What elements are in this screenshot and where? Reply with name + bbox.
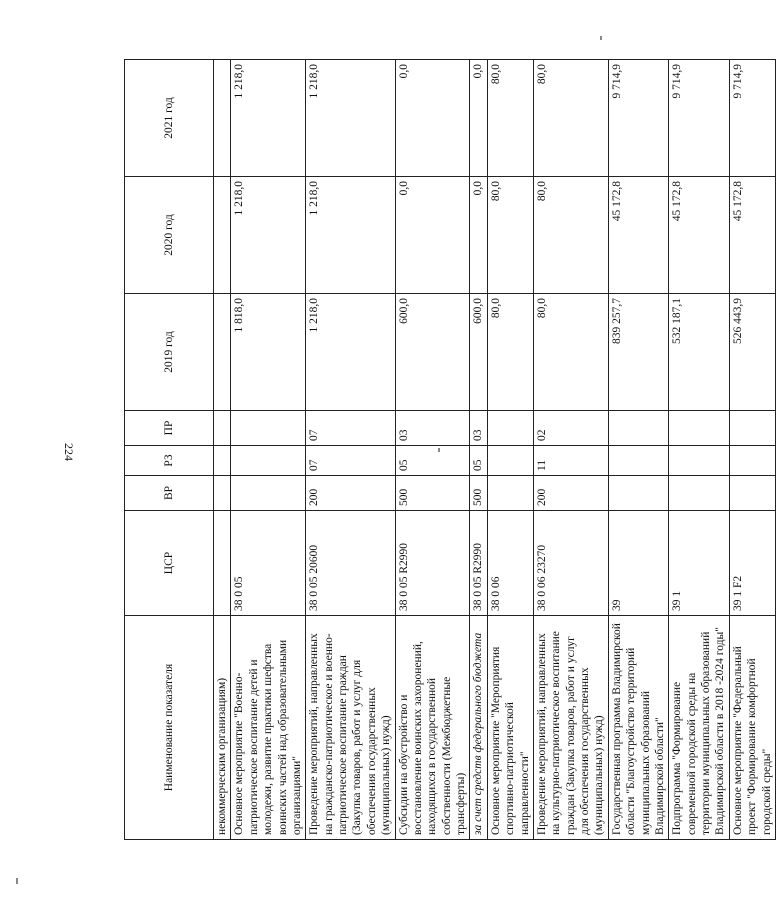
header-2019: 2019 год	[125, 294, 214, 411]
cell-2020: 1 218,0	[306, 177, 395, 294]
cell-csr: 38 0 06 23270	[533, 511, 608, 616]
cell-2021	[214, 60, 231, 177]
table-row	[608, 60, 669, 840]
table-row	[214, 60, 231, 840]
cell-2021: 80,0	[487, 60, 533, 177]
cell-vr	[608, 476, 669, 511]
cell-2020: 80,0	[487, 177, 533, 294]
cell-2020: 45 172,8	[669, 177, 730, 294]
cell-pr	[729, 411, 775, 446]
cell-vr: 200	[533, 476, 608, 511]
cell-rz	[669, 446, 730, 476]
cell-2021: 0,0	[470, 60, 487, 177]
table-row	[395, 60, 470, 840]
cell-2019: 600,0	[395, 294, 470, 411]
page-number: 224	[62, 443, 76, 461]
cell-pr	[487, 411, 533, 446]
cell-rz	[608, 446, 669, 476]
cell-pr: 02	[533, 411, 608, 446]
table-row	[533, 60, 608, 840]
cell-pr	[231, 411, 306, 446]
scan-mark	[438, 448, 440, 452]
scan-mark	[600, 36, 602, 40]
cell-2020: 1 218,0	[231, 177, 306, 294]
cell-2019	[214, 294, 231, 411]
header-vr: ВР	[125, 476, 214, 511]
cell-pr	[608, 411, 669, 446]
cell-csr	[214, 511, 231, 616]
cell-csr: 38 0 05	[231, 511, 306, 616]
cell-rz: 05	[470, 446, 487, 476]
cell-2021: 9 714,9	[729, 60, 775, 177]
cell-vr: 500	[470, 476, 487, 511]
header-2020: 2020 год	[125, 177, 214, 294]
cell-rz	[214, 446, 231, 476]
cell-csr: 39 1	[669, 511, 730, 616]
header-csr: ЦСР	[125, 511, 214, 616]
cell-2019: 80,0	[533, 294, 608, 411]
header-pr: ПР	[125, 411, 214, 446]
cell-name: Государственная программа Владимирской области "Благоустройство территорий муниципальных образований Владимирской области"	[608, 616, 669, 840]
cell-2019: 1 218,0	[306, 294, 395, 411]
cell-2019: 532 187,1	[669, 294, 730, 411]
cell-2020: 45 172,8	[729, 177, 775, 294]
cell-pr: 07	[306, 411, 395, 446]
cell-2021: 0,0	[395, 60, 470, 177]
table-row	[729, 60, 775, 840]
cell-name: за счет средств федерального бюджета	[470, 616, 487, 840]
table-row	[487, 60, 533, 840]
cell-2021: 9 714,9	[669, 60, 730, 177]
cell-vr	[729, 476, 775, 511]
cell-csr: 38 0 05 R2990	[395, 511, 470, 616]
cell-vr	[231, 476, 306, 511]
table-row	[306, 60, 395, 840]
cell-rz: 11	[533, 446, 608, 476]
cell-pr: 03	[395, 411, 470, 446]
cell-2021: 1 218,0	[231, 60, 306, 177]
cell-csr: 38 0 05 20600	[306, 511, 395, 616]
cell-csr: 39	[608, 511, 669, 616]
cell-pr	[214, 411, 231, 446]
cell-rz	[729, 446, 775, 476]
budget-table	[124, 59, 776, 840]
cell-name: Субсидии на обустройство и восстановление воинских захоронений, находящихся в государственной собственности (Межбюджетные трансферты)	[395, 616, 470, 840]
cell-csr: 38 0 05 R2990	[470, 511, 487, 616]
cell-csr: 38 0 06	[487, 511, 533, 616]
table-row	[470, 60, 487, 840]
cell-name: Основное мероприятие "Федеральный проект "Формирование комфортной городской среды"	[729, 616, 775, 840]
cell-pr	[669, 411, 730, 446]
cell-2020: 0,0	[395, 177, 470, 294]
cell-2020: 0,0	[470, 177, 487, 294]
scan-mark	[16, 878, 18, 884]
cell-2019: 600,0	[470, 294, 487, 411]
cell-name: Основное мероприятие "Мероприятия спортивно-патриотической направленности"	[487, 616, 533, 840]
cell-vr: 200	[306, 476, 395, 511]
cell-2019: 1 818,0	[231, 294, 306, 411]
cell-2019: 80,0	[487, 294, 533, 411]
cell-name: Основное мероприятие "Военно-патриотическое воспитание детей и молодежи, развитие практики шефства воинских частей над образовательными организациями"	[231, 616, 306, 840]
cell-vr	[214, 476, 231, 511]
header-2021: 2021 год	[125, 60, 214, 177]
cell-vr	[487, 476, 533, 511]
cell-2019: 526 443,9	[729, 294, 775, 411]
cell-csr: 39 1 F2	[729, 511, 775, 616]
cell-name: Проведение мероприятий, направленных на гражданско-патриотическое и военно-патриотическое воспитание граждан (Закупка товаров, работ и услуг для обеспечения государственных (муниципальных) нужд)	[306, 616, 395, 840]
cell-rz	[487, 446, 533, 476]
cell-rz: 07	[306, 446, 395, 476]
cell-pr: 03	[470, 411, 487, 446]
cell-name: Проведение мероприятий, направленных на культурно-патриотическое воспитание граждан (Закупка товаров, работ и услуг для обеспечения государственных (муниципальных) нужд)	[533, 616, 608, 840]
cell-2021: 80,0	[533, 60, 608, 177]
cell-2020	[214, 177, 231, 294]
cell-vr	[669, 476, 730, 511]
cell-vr: 500	[395, 476, 470, 511]
cell-rz	[231, 446, 306, 476]
table-row	[231, 60, 306, 840]
cell-2021: 9 714,9	[608, 60, 669, 177]
table-row	[669, 60, 730, 840]
table-header-row	[125, 60, 214, 840]
rotated-page	[124, 60, 773, 840]
header-rz: РЗ	[125, 446, 214, 476]
cell-2019: 839 257,7	[608, 294, 669, 411]
cell-name: Подпрограмма "Формирование современной городской среды на территории муниципальных образований Владимирской области в 2018 -2024 годы"	[669, 616, 730, 840]
cell-2021: 1 218,0	[306, 60, 395, 177]
cell-rz: 05	[395, 446, 470, 476]
cell-2020: 80,0	[533, 177, 608, 294]
header-name: Наименование показателя	[125, 616, 214, 840]
cell-name: некоммерческим организациям)	[214, 616, 231, 840]
cell-2020: 45 172,8	[608, 177, 669, 294]
